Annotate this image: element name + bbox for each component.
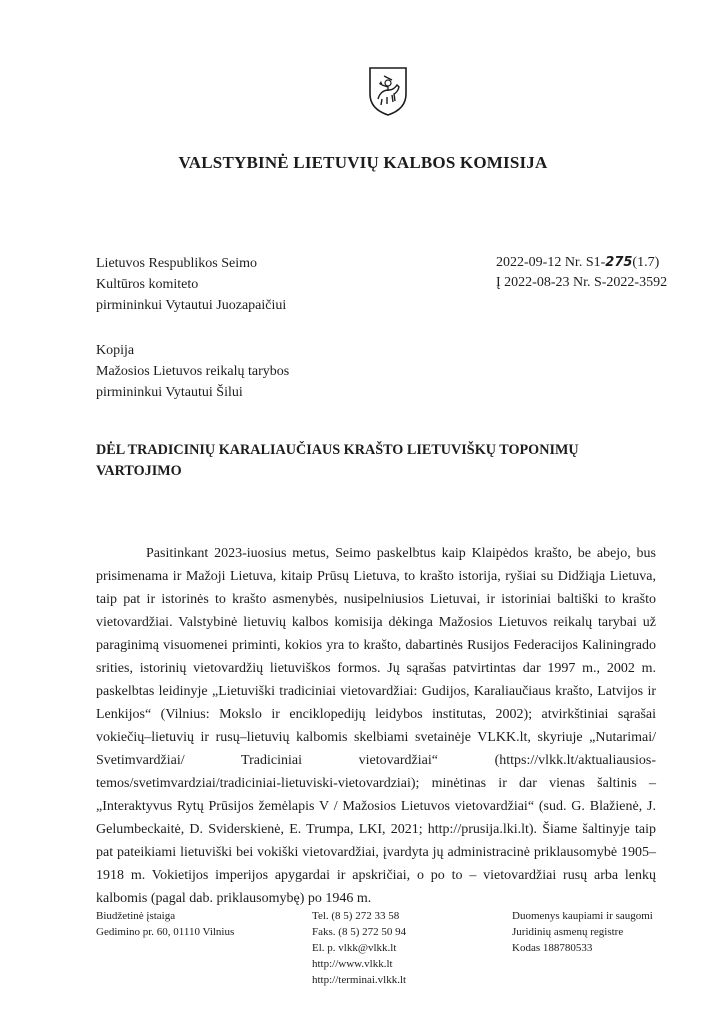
copy-line: pirmininkui Vytautui Šilui — [96, 385, 243, 400]
subject-heading: DĖL TRADICINIŲ KARALIAUČIAUS KRAŠTO LIETUVIŠKŲ TOPONIMŲ VARTOJIMO — [96, 442, 579, 479]
footer-website-link[interactable]: http://www.vlkk.lt — [312, 958, 393, 970]
reply-reference: Į 2022-08-23 Nr. S-2022-3592 — [496, 275, 668, 290]
handwritten-number: 275 — [605, 255, 633, 270]
recipient-line: Kultūros komiteto — [96, 277, 199, 292]
copy-line: Mažosios Lietuvos reikalų tarybos — [96, 364, 290, 379]
recipient-block — [96, 253, 286, 316]
recipient-line: Lietuvos Respublikos Seimo — [96, 256, 257, 271]
reference-block — [496, 253, 667, 293]
footer-phone: Tel. (8 5) 272 33 58 — [312, 910, 400, 922]
footer-fax: Faks. (8 5) 272 50 94 — [312, 926, 407, 938]
footer-line: Juridinių asmenų registre — [512, 926, 624, 938]
footer-registry — [512, 908, 653, 956]
copy-heading: Kopija — [96, 343, 135, 358]
footer-line: Kodas 188780533 — [512, 942, 593, 954]
copy-block — [96, 340, 289, 403]
footer-address — [96, 908, 234, 940]
organization-title: VALSTYBINĖ LIETUVIŲ KALBOS KOMISIJA — [178, 153, 548, 172]
footer-contacts — [312, 908, 406, 988]
body-paragraph: Pasitinkant 2023-iuosius metus, Seimo paskelbtus kaip Klaipėdos krašto, be abejo, bus prisimenama ir Mažoji Lietuva, kitaip Prūsų Lietuva, to krašto istorija, ryšiai su Didžiąja Lietuva, taip pat ir istorinės to krašto asmenybės, nusipelniusios Lietuvai, ir istoriniai baltiški to krašto vietovardžiai. Valstybinė lietuvių kalbos komisija dėkinga Mažosios Lietuvos reikalų tarybai už paraginimą visuomenei priminti, kokios yra to krašto, dabartinės Rusijos Federacijos Kaliningrado srities, istorinių vietovardžių lietuviškos formos. Jų sąrašas patvirtintas dar 1997 m., 2002 m. paskelbtas leidinyje „Lietuviški tradiciniai vietovardžiai: Gudijos, Karaliaučiaus krašto, Latvijos ir Lenkijos“ (Vilnius: Mokslo ir enciklopedijų leidybos institutas, 2002); atvirkštiniai sąrašai vokiečių–lietuvių ir rusų–lietuvių kalbomis skelbiami svetainėje VLKK.lt, skyriuje „Nutarimai/ Svetimvardžiai/ Tradiciniai vietovardžiai“ (https://vlkk.lt/aktualiausios-temos/svetimvardziai/tradiciniai-lietuviski-vietovardziai); minėtinas ir dar vienas šaltinis – „Interaktyvus Rytų Prūsijos žemėlapis V / Mažosios Lietuvos vietovardžiai“ (sud. G. Blažienė, J. Gelumbeckaitė, D. Sviderskienė, E. Trumpa, LKI, 2021; http://prusija.lki.lt). Šiame šaltinyje taip pat pateikiami lietuviški bei vokiški vietovardžiai, įvardyta jų administracinė priklausomybė 1905–1918 m. Vokietijos imperijos apygardai ir apskričiai, o po to – vietovardžiai rusų arba lenkų kalbomis (pagal dab. priklausomybę) po 1946 m. — [96, 546, 656, 906]
footer-line: Gedimino pr. 60, 01110 Vilnius — [96, 926, 235, 938]
footer-terms-link[interactable]: http://terminai.vlkk.lt — [312, 974, 407, 986]
footer-email[interactable]: El. p. vlkk@vlkk.lt — [312, 942, 397, 954]
document-index: (1.7) — [632, 255, 660, 270]
footer-line: Duomenys kaupiami ir saugomi — [512, 910, 653, 922]
footer-line: Biudžetinė įstaiga — [96, 910, 176, 922]
recipient-line: pirmininkui Vytautui Juozapaičiui — [96, 298, 287, 313]
document-date-prefix: 2022-09-12 Nr. S1- — [496, 255, 606, 270]
document-number — [496, 253, 667, 273]
coat-of-arms-vytis-icon — [368, 66, 408, 116]
